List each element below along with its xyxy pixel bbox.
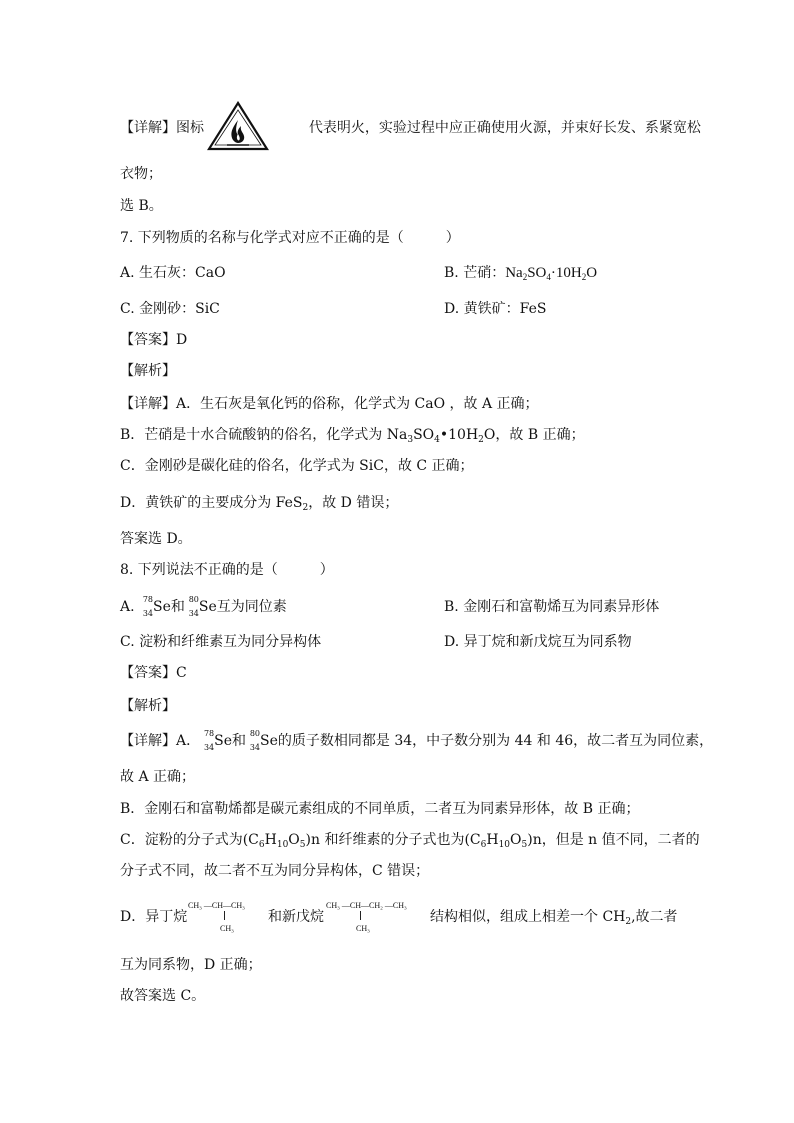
q8-question: 8. 下列说法不正确的是（ ）: [120, 562, 334, 578]
isobutane-structure-top: CH₃ —CH—CH₃: [188, 901, 245, 910]
q7-detail-a: 【详解】A．生石灰是氧化钙的俗称，化学式为 CaO ，故 A 正确；: [120, 396, 539, 412]
q8-detail-c-cont: 分子式不同，故二者不互为同分异构体，C 错误；: [120, 863, 430, 879]
q8-final-answer: 故答案选 C。: [120, 988, 206, 1004]
q7-question: 7. 下列物质的名称与化学式对应不正确的是（ ）: [120, 230, 460, 246]
q8-option-d: D. 异丁烷和新戊烷互为同系物: [444, 634, 632, 650]
q7-option-d: D. 黄铁矿：FeS: [444, 301, 547, 317]
q8-detail-d-cont: 互为同系物，D 正确；: [120, 957, 262, 973]
q7-option-a: A. 生石灰：CaO: [120, 265, 226, 281]
q7-detail-b: B．芒硝是十水合硫酸钠的俗名，化学式为 $Na_3SO_4•10H_2O$，故 B 正确；: [120, 427, 585, 445]
q8-detail-d-mid: 和新戊烷: [268, 909, 324, 925]
q8-analysis-heading: 【解析】: [120, 698, 176, 714]
q8-detail-c: C．淀粉的分子式为$(C_6H_{10}O_5)n$ 和纤维素的分子式也为$(C_6H_{10}O_5)n$，但是 n 值不同，二者的: [120, 832, 700, 850]
neopentane-structure-top: CH₃ —CH—CH₂ —CH₃: [326, 901, 407, 910]
q7-detail-c: C．金刚砂是碳化硅的俗名，化学式为 SiC，故 C 正确；: [120, 458, 474, 474]
neopentane-structure-bottom: CH₃: [356, 924, 370, 933]
q8-detail-b: B．金刚石和富勒烯都是碳元素组成的不同单质，二者互为同素异形体，故 B 正确；: [120, 801, 640, 817]
q7-final-answer: 答案选 D。: [120, 531, 192, 547]
q7-answer: 【答案】D: [120, 332, 188, 348]
q8-detail-d-prefix: D．异丁烷: [120, 909, 188, 925]
q8-option-c: C. 淀粉和纤维素互为同分异构体: [120, 634, 322, 650]
isobutane-bond: [224, 911, 225, 920]
q6-detail-cont: 衣物；: [120, 166, 162, 182]
q7-option-b: B. 芒硝：$Na_2SO_4\cdot 10H_2O$: [444, 265, 598, 282]
isobutane-structure-bottom: CH₃: [220, 924, 234, 933]
q8-option-a: A. 78 34 Se和 80 34 Se互为同位素: [120, 595, 287, 618]
q8-answer: 【答案】C: [120, 665, 187, 681]
q8-detail-a-cont: 故 A 正确；: [120, 769, 196, 785]
q7-analysis-heading: 【解析】: [120, 363, 176, 379]
q8-detail-a: 【详解】A． 78 34 Se和 80 34 Se的质子数相同都是 34，中子数分别为 44 和 46，故二者互为同位素，: [120, 729, 714, 752]
q6-detail-suffix: 代表明火，实验过程中应正确使用火源，并束好长发、系紧宽松: [308, 120, 701, 136]
q7-option-c: C. 金刚砂：SiC: [120, 301, 220, 317]
q6-answer-line: 选 B。: [120, 198, 163, 214]
q7-detail-d: D．黄铁矿的主要成分为 FeS$_2$，故 D 错误；: [120, 495, 399, 513]
q8-option-b: B. 金刚石和富勒烯互为同素异形体: [444, 599, 660, 615]
q6-detail-prefix: 【详解】图标: [120, 120, 204, 136]
q8-detail-d-suffix: 结构相似，组成上相差一个 $CH_2$,故二者: [430, 909, 678, 927]
neopentane-bond: [360, 911, 361, 920]
open-flame-hazard-icon: [207, 101, 269, 151]
